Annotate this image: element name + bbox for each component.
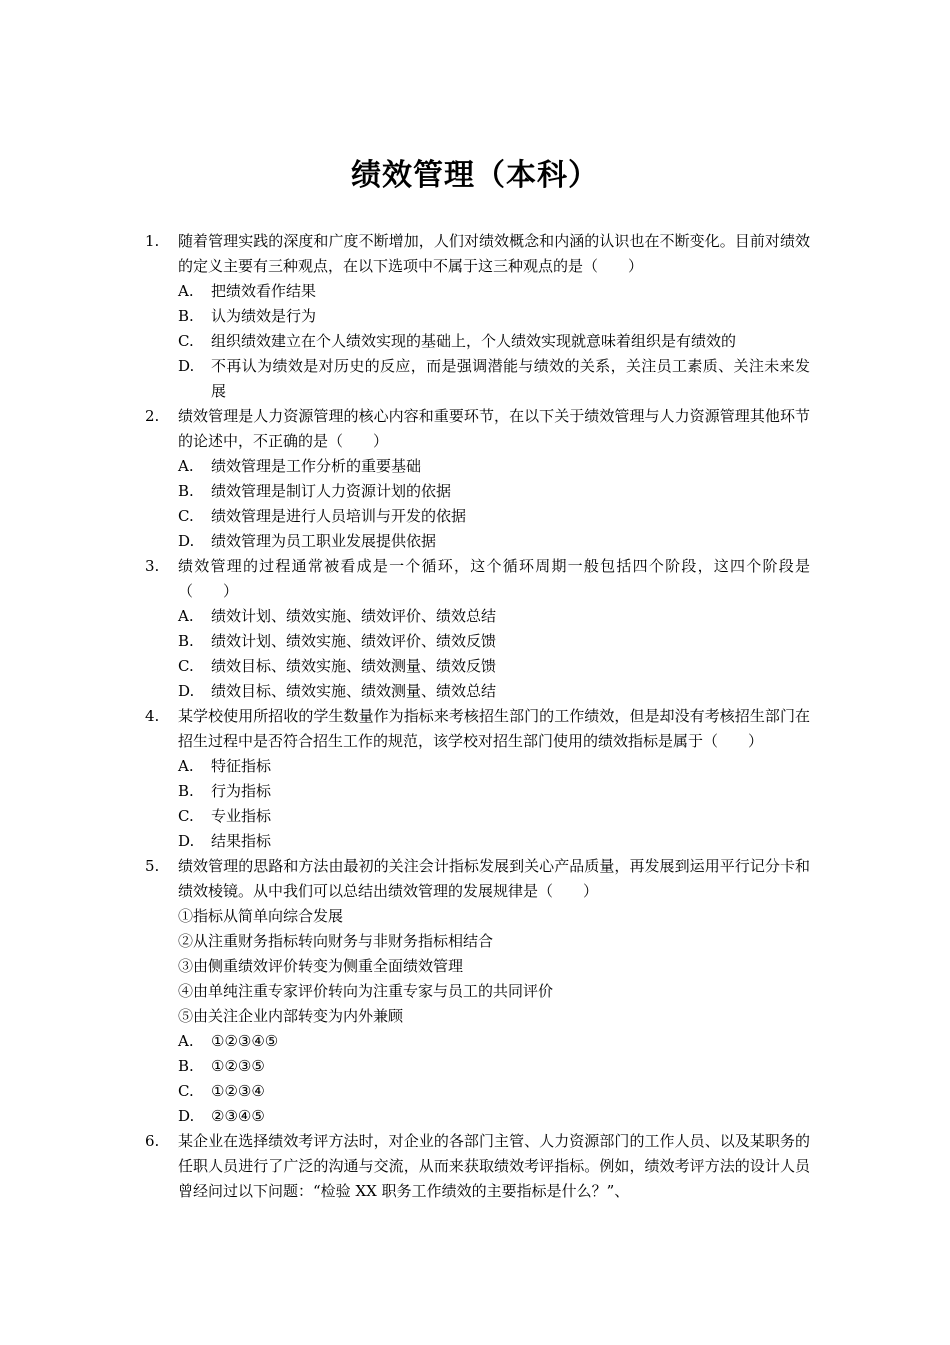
answer-option [145,654,810,679]
question-statement: ③由侧重绩效评价转变为侧重全面绩效管理 [178,957,464,975]
question-statement: ⑤由关注企业内部转变为内外兼顾 [178,1007,404,1025]
answer-option [145,1029,810,1054]
answer-option [145,779,810,804]
answer-option [145,504,810,529]
option-text: 绩效管理是工作分析的重要基础 [211,457,422,475]
option-letter: D. [178,1107,195,1125]
option-text: 绩效目标、绩效实施、绩效测量、绩效反馈 [211,657,497,675]
question-stem: 绩效管理是人力资源管理的核心内容和重要环节，在以下关于绩效管理与人力资源管理其他环节的论述中，不正确的是（ ） [178,407,810,450]
answer-option [145,829,810,854]
question-stem-row [145,229,810,279]
answer-option [145,604,810,629]
option-letter: C. [178,332,194,350]
option-text: 绩效计划、绩效实施、绩效评价、绩效反馈 [211,632,497,650]
question-item [145,554,810,704]
option-letter: A. [178,607,194,625]
option-text: 认为绩效是行为 [211,307,317,325]
option-letter: C. [178,657,194,675]
option-letter: C. [178,507,194,525]
option-letter: A. [178,1032,194,1050]
option-letter: D. [178,682,195,700]
question-stem-row [145,704,810,754]
answer-option [145,329,810,354]
question-stem: 绩效管理的思路和方法由最初的关注会计指标发展到关心产品质量，再发展到运用平行记分卡和绩效棱镜。从中我们可以总结出绩效管理的发展规律是（ ） [178,857,810,900]
answer-option [145,304,810,329]
answer-option [145,454,810,479]
question-statement: ②从注重财务指标转向财务与非财务指标相结合 [178,932,494,950]
option-text: ①②③⑤ [211,1057,265,1075]
question-stem: 某学校使用所招收的学生数量作为指标来考核招生部门的工作绩效，但是却没有考核招生部门在招生过程中是否符合招生工作的规范，该学校对招生部门使用的绩效指标是属于（ ） [178,707,810,750]
option-text: 绩效管理为员工职业发展提供依据 [211,532,437,550]
answer-option [145,629,810,654]
question-item [145,854,810,1129]
question-list [145,229,810,1204]
question-item [145,404,810,554]
question-item [145,704,810,854]
question-number: 1. [145,232,160,250]
option-text: 结果指标 [211,832,272,850]
option-letter: A. [178,457,194,475]
option-letter: C. [178,1082,194,1100]
answer-option [145,1054,810,1079]
option-text: 把绩效看作结果 [211,282,317,300]
option-text: 绩效管理是进行人员培训与开发的依据 [211,507,467,525]
question-item [145,1129,810,1204]
option-text: 绩效计划、绩效实施、绩效评价、绩效总结 [211,607,497,625]
option-letter: A. [178,282,194,300]
option-text: 行为指标 [211,782,272,800]
option-letter: B. [178,632,194,650]
option-letter: B. [178,482,194,500]
option-letter: B. [178,1057,194,1075]
option-letter: C. [178,807,194,825]
answer-option [145,279,810,304]
option-text: ①②③④ [211,1082,265,1100]
option-text: ②③④⑤ [211,1107,265,1125]
document-title: 绩效管理（本科） [351,158,599,193]
option-text: 绩效目标、绩效实施、绩效测量、绩效总结 [211,682,497,700]
option-text: ①②③④⑤ [211,1032,279,1050]
option-text: 专业指标 [211,807,272,825]
answer-option [145,354,810,404]
option-letter: D. [178,832,195,850]
option-letter: D. [178,532,195,550]
question-number: 2. [145,407,160,425]
question-number: 5. [145,857,160,875]
option-letter: B. [178,307,194,325]
question-stem-row [145,854,810,904]
question-stem: 绩效管理的过程通常被看成是一个循环，这个循环周期一般包括四个阶段，这四个阶段是（ ） [178,557,810,600]
answer-option [145,679,810,704]
question-stem-row [145,554,810,604]
answer-option [145,804,810,829]
question-stem: 某企业在选择绩效考评方法时，对企业的各部门主管、人力资源部门的工作人员、以及某职务的任职人员进行了广泛的沟通与交流，从而来获取绩效考评指标。例如，绩效考评方法的设计人员曾经问过以下问题：“检验 XX 职务工作绩效的主要指标是什么？”、 [178,1132,810,1200]
question-stem-row [145,404,810,454]
option-letter: B. [178,782,194,800]
option-letter: D. [178,357,195,375]
question-number: 4. [145,707,160,725]
answer-option [145,529,810,554]
option-text: 绩效管理是制订人力资源计划的依据 [211,482,452,500]
option-text: 组织绩效建立在个人绩效实现的基础上，个人绩效实现就意味着组织是有绩效的 [211,332,737,350]
question-item [145,229,810,404]
option-letter: A. [178,757,194,775]
question-statement: ①指标从简单向综合发展 [178,907,344,925]
option-text: 不再认为绩效是对历史的反应，而是强调潜能与绩效的关系，关注员工素质、关注未来发展 [211,357,810,400]
question-statement: ④由单纯注重专家评价转向为注重专家与员工的共同评价 [178,982,554,1000]
answer-option [145,479,810,504]
question-stem-row [145,1129,810,1204]
answer-option [145,1104,810,1129]
option-text: 特征指标 [211,757,272,775]
question-number: 6. [145,1132,160,1150]
question-number: 3. [145,557,160,575]
answer-option [145,1079,810,1104]
question-stem: 随着管理实践的深度和广度不断增加，人们对绩效概念和内涵的认识也在不断变化。目前对绩效的定义主要有三种观点，在以下选项中不属于这三种观点的是（ ） [178,232,810,275]
answer-option [145,754,810,779]
